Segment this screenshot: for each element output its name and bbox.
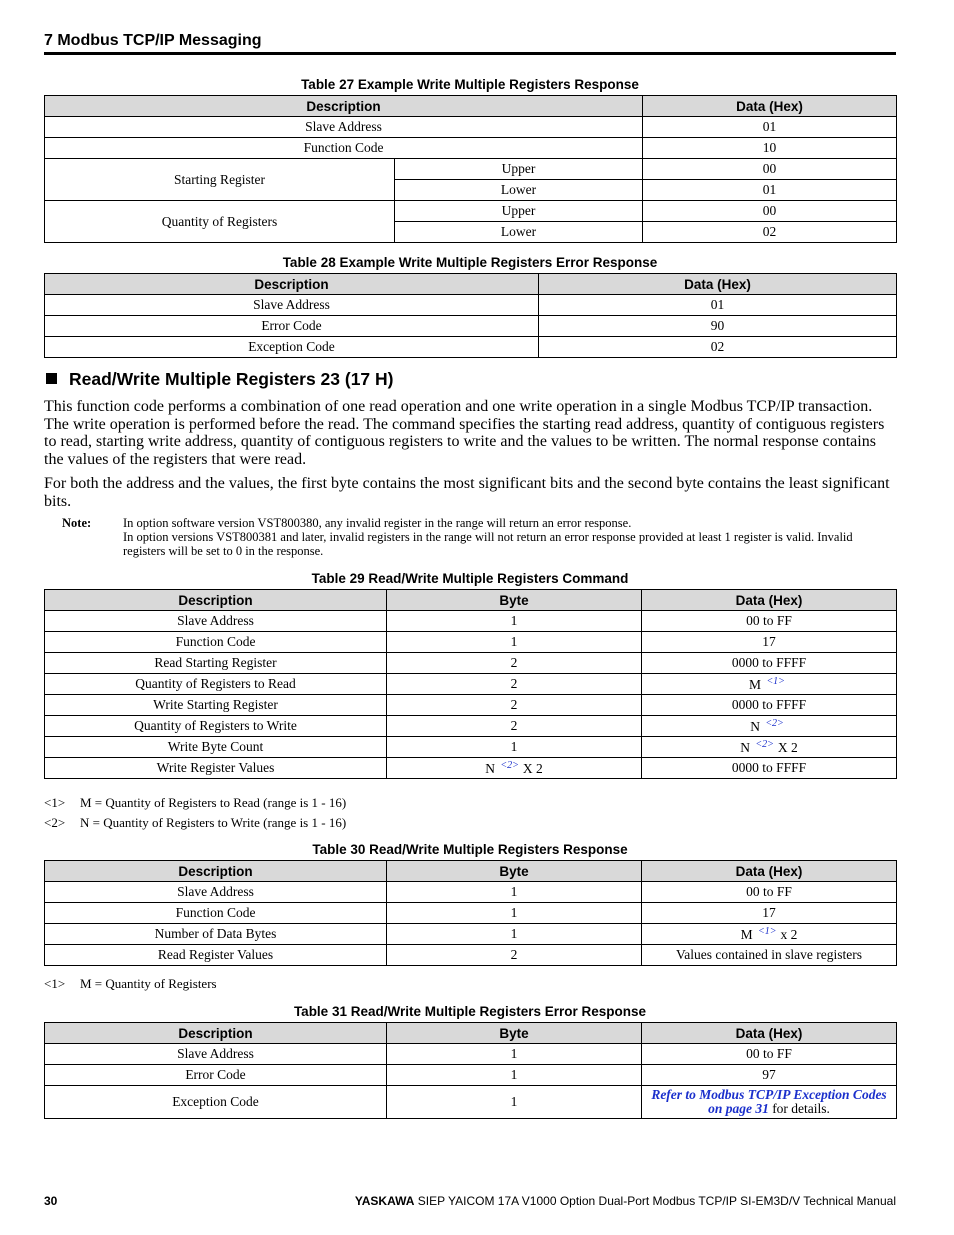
cell-description: Error Code xyxy=(45,1065,387,1086)
cell-description: Error Code xyxy=(45,316,539,337)
cell-description: Exception Code xyxy=(45,337,539,358)
cell-byte: 1 xyxy=(387,611,642,632)
cell-data: 01 xyxy=(643,180,897,201)
table-row xyxy=(45,1044,897,1065)
cell-data: 90 xyxy=(539,316,897,337)
exception-codes-link[interactable]: Refer to Modbus TCP/IP Exception Codes xyxy=(651,1087,887,1102)
table-row xyxy=(45,945,897,966)
body-paragraph: This function code performs a combination of one read operation and one write operation in a single Modbus TCP/IP transaction. The write operation is performed before the read. The command specifies the starting read address, quantity of contiguous registers to read, starting write address, quantity of contiguous registers to write and the values to be written. The normal response contains the values of the registers that were read. xyxy=(44,398,885,468)
cell-description: Write Register Values xyxy=(45,758,387,779)
cell-data: 17 xyxy=(642,632,897,653)
cell-description: Slave Address xyxy=(45,295,539,316)
table-header-row xyxy=(45,590,897,611)
note-line: In option software version VST800380, any invalid register in the range will return an error response. xyxy=(123,516,632,530)
cell-description: Write Byte Count xyxy=(45,737,387,758)
cell-data: 00 to FF xyxy=(642,882,897,903)
table29-caption: Table 29 Read/Write Multiple Registers Command xyxy=(311,571,629,586)
table28 xyxy=(44,273,897,358)
data-multiplier: X 2 xyxy=(777,739,798,755)
table-row xyxy=(45,138,897,159)
footnote xyxy=(44,815,346,831)
table-row xyxy=(45,201,897,222)
cell-description: Slave Address xyxy=(45,882,387,903)
cell-description: Quantity of Registers xyxy=(45,201,395,243)
table29 xyxy=(44,589,897,779)
table28-caption: Table 28 Example Write Multiple Registers Error Response xyxy=(282,255,658,270)
cell-description: Function Code xyxy=(45,138,643,159)
cell-data: Values contained in slave registers xyxy=(642,945,897,966)
data-value: M xyxy=(740,926,753,942)
footnote-key: <1> xyxy=(44,795,66,810)
cell-description: Function Code xyxy=(45,632,387,653)
square-bullet-icon xyxy=(46,373,57,384)
manual-name: SIEP YAICOM 17A V1000 Option Dual-Port Modbus TCP/IP SI-EM3D/V Technical Manual xyxy=(417,1194,896,1208)
note-line: In option versions VST800381 and later, invalid registers in the range will not return an error response provided at least 1 register is valid. Invalid registers will be set to 0 in the response. xyxy=(123,530,853,558)
section-title: Read/Write Multiple Registers 23 (17 H) xyxy=(69,369,394,389)
header-data: Data (Hex) xyxy=(642,590,897,611)
cell-data: 0000 to FFFF xyxy=(642,758,897,779)
table-header-row xyxy=(45,96,897,117)
table-row xyxy=(45,716,897,737)
cell-subfield: Lower xyxy=(395,222,643,243)
table-row xyxy=(45,316,897,337)
cell-description: Function Code xyxy=(45,903,387,924)
cell-byte: 1 xyxy=(387,632,642,653)
section-heading xyxy=(44,369,394,390)
cell-description: Exception Code xyxy=(45,1086,387,1119)
footnote xyxy=(44,976,217,992)
cell-byte xyxy=(387,758,642,779)
cell-description: Slave Address xyxy=(45,1044,387,1065)
cell-description: Number of Data Bytes xyxy=(45,924,387,945)
cell-byte: 2 xyxy=(387,653,642,674)
cell-byte: 2 xyxy=(387,945,642,966)
cell-byte: 1 xyxy=(387,1044,642,1065)
table-row xyxy=(45,674,897,695)
header-description: Description xyxy=(45,96,643,117)
cell-data xyxy=(642,737,897,758)
cell-data: 97 xyxy=(642,1065,897,1086)
table-row xyxy=(45,295,897,316)
cell-data: 0000 to FFFF xyxy=(642,653,897,674)
note-block xyxy=(62,516,896,558)
cell-byte: 2 xyxy=(387,695,642,716)
header-byte: Byte xyxy=(387,861,642,882)
footnote-key: <1> xyxy=(44,976,66,991)
header-byte: Byte xyxy=(387,1023,642,1044)
cell-data: 17 xyxy=(642,903,897,924)
cell-data xyxy=(642,924,897,945)
footnote-text: M = Quantity of Registers to Read (range is 1 - 16) xyxy=(80,795,347,810)
page-header: 7 Modbus TCP/IP Messaging xyxy=(44,32,896,55)
table31 xyxy=(44,1022,897,1119)
table-header-row xyxy=(45,274,897,295)
cell-data: 00 to FF xyxy=(642,1044,897,1065)
table-row xyxy=(45,903,897,924)
header-description: Description xyxy=(45,590,387,611)
table-row xyxy=(45,159,897,180)
byte-value: N xyxy=(485,760,495,776)
table-row xyxy=(45,924,897,945)
page-number: 30 xyxy=(44,1194,58,1208)
cell-byte: 1 xyxy=(387,737,642,758)
header-byte: Byte xyxy=(387,590,642,611)
table-header-row xyxy=(45,1023,897,1044)
cell-data: 10 xyxy=(643,138,897,159)
cell-data: 01 xyxy=(643,117,897,138)
header-data: Data (Hex) xyxy=(539,274,897,295)
cell-data: 00 to FF xyxy=(642,611,897,632)
table-row xyxy=(45,695,897,716)
footnote-ref-link[interactable]: <2> xyxy=(755,738,774,750)
data-value: N xyxy=(740,739,750,755)
body-paragraph: For both the address and the values, the first byte contains the most significant bits and the second byte contains the least significant bits. xyxy=(44,475,890,510)
table31-caption: Table 31 Read/Write Multiple Registers Error Response xyxy=(293,1004,647,1019)
footer-manual-title xyxy=(355,1194,896,1208)
cell-byte: 1 xyxy=(387,903,642,924)
cell-data: 00 xyxy=(643,159,897,180)
cell-data: 01 xyxy=(539,295,897,316)
cell-subfield: Lower xyxy=(395,180,643,201)
header-data: Data (Hex) xyxy=(642,861,897,882)
cell-description: Starting Register xyxy=(45,159,395,201)
cell-data: 0000 to FFFF xyxy=(642,695,897,716)
cell-description: Slave Address xyxy=(45,117,643,138)
link-suffix: for details. xyxy=(772,1101,830,1116)
table27 xyxy=(44,95,897,243)
table27-caption: Table 27 Example Write Multiple Registers Response xyxy=(301,77,639,92)
header-data: Data (Hex) xyxy=(643,96,897,117)
table-row xyxy=(45,117,897,138)
cell-byte: 1 xyxy=(387,1065,642,1086)
table-row xyxy=(45,337,897,358)
header-description: Description xyxy=(45,274,539,295)
footnote-text: M = Quantity of Registers xyxy=(80,976,217,991)
cell-byte: 1 xyxy=(387,882,642,903)
table-header-row xyxy=(45,861,897,882)
brand-name: YASKAWA xyxy=(354,1194,415,1208)
cell-description: Slave Address xyxy=(45,611,387,632)
table30-caption: Table 30 Read/Write Multiple Registers Response xyxy=(312,842,628,857)
table-row xyxy=(45,758,897,779)
table-row xyxy=(45,1086,897,1119)
cell-data: 02 xyxy=(643,222,897,243)
note-label: Note: xyxy=(62,516,92,530)
footnote xyxy=(44,795,346,811)
footnote-key: <2> xyxy=(44,815,66,830)
table-row xyxy=(45,737,897,758)
cell-data xyxy=(642,1086,897,1119)
cell-description: Quantity of Registers to Write xyxy=(45,716,387,737)
table-row xyxy=(45,653,897,674)
page-footer xyxy=(44,1194,896,1208)
cell-data: 00 xyxy=(643,201,897,222)
cell-subfield: Upper xyxy=(395,159,643,180)
footnote-text: N = Quantity of Registers to Write (range is 1 - 16) xyxy=(80,815,347,830)
cell-byte: 2 xyxy=(387,716,642,737)
cell-description: Read Starting Register xyxy=(45,653,387,674)
footnote-ref-link[interactable]: <2> xyxy=(765,717,784,729)
cell-data xyxy=(642,674,897,695)
footnote-ref-link[interactable]: <2> xyxy=(500,759,519,771)
cell-subfield: Upper xyxy=(395,201,643,222)
cell-data: 02 xyxy=(539,337,897,358)
header-data: Data (Hex) xyxy=(642,1023,897,1044)
data-value: M xyxy=(749,676,762,692)
byte-multiplier: X 2 xyxy=(522,760,543,776)
table30 xyxy=(44,860,897,966)
table-row xyxy=(45,632,897,653)
cell-description: Quantity of Registers to Read xyxy=(45,674,387,695)
note-text xyxy=(123,516,896,558)
table-row xyxy=(45,882,897,903)
cell-byte: 1 xyxy=(387,1086,642,1119)
header-description: Description xyxy=(45,1023,387,1044)
data-multiplier: x 2 xyxy=(780,926,798,942)
header-description: Description xyxy=(45,861,387,882)
cell-byte: 2 xyxy=(387,674,642,695)
table-row xyxy=(45,1065,897,1086)
cell-description: Read Register Values xyxy=(45,945,387,966)
cell-description: Write Starting Register xyxy=(45,695,387,716)
data-value: N xyxy=(750,718,760,734)
page-ref-link[interactable]: on page 31 xyxy=(708,1101,769,1116)
table-row xyxy=(45,611,897,632)
cell-byte: 1 xyxy=(387,924,642,945)
footnote-ref-link[interactable]: <1> xyxy=(766,675,785,687)
footnote-ref-link[interactable]: <1> xyxy=(758,925,777,937)
cell-data xyxy=(642,716,897,737)
